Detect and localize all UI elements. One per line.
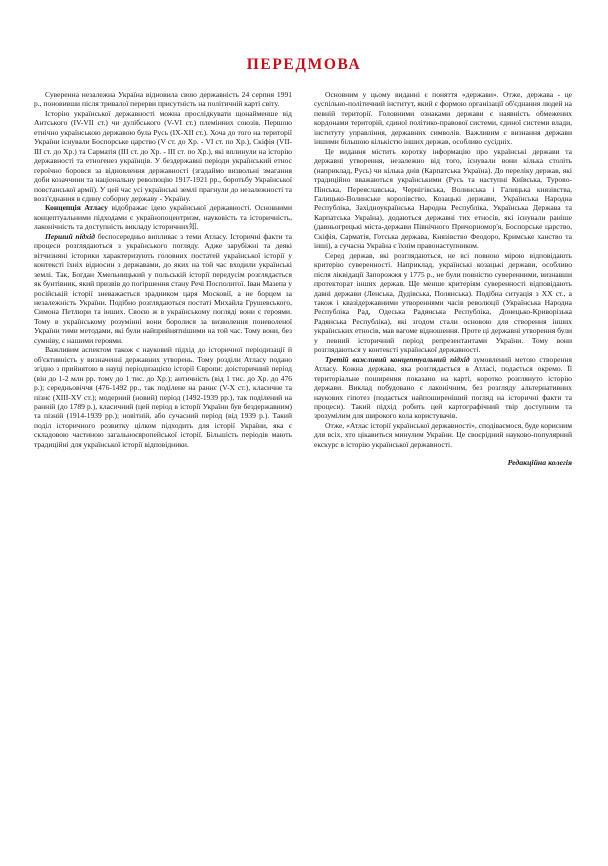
page-title: ПЕРЕДМОВА: [246, 56, 362, 73]
paragraph: [314, 251, 572, 355]
paragraph-text: Основним у цьому виданні є поняття «держави». Отже, держава - це суспільно-політичний інститут, який є формою організації об'єднання людей на певній території. Головними ознаками держави є наявність обмежених кордонами територій, єдиної політико-правової системи, єдиної системи влади, інституту управління, державних символів. Важливим є визнання держави іншими більшою кількістю інших держав, особливо сусідніх.: [314, 90, 572, 147]
signature: Редакційна колегія: [507, 458, 572, 468]
paragraph: [34, 232, 292, 345]
paragraph: [314, 355, 572, 421]
paragraph-lead: Третій важливий концептуальний підхід: [325, 354, 470, 364]
paragraph-text: Це видання містить коротку інформацію про українські держави та державні утворення, незалежно від того, існували вони кілька століть (наприклад, Русь) чи кілька днів (Карпатська Україна). До переліку держав, які традиційно вважаються українськими (Русь та наступні Київська, Турово-Пінська, Переяславська, Чернігівська, Волинська і Галицька князівства, Галицько-Волинське королівство, Козацькі держави, Українська Народна Республіка, Західноукраїнська Народна Республіка, Українська Держава та Карпатська Україна), додаються державні тих етносів, які існували раніше (давньогрецькі міста-держави Північного Причорномор'я, Боспорське царство, Скіфія, Сарматія, Готська держава, Князівство Феодоро, Кримське ханство та інші), а сучасна Україна є їхнім правонаступником.: [314, 146, 572, 251]
paragraph-lead: Перший підхід: [45, 231, 96, 241]
paragraph-lead: Концепція Атласу: [45, 203, 108, 213]
paragraph: [34, 203, 292, 231]
paragraph: [34, 345, 292, 449]
paragraph: [314, 147, 572, 251]
paragraph-text: Серед держав, які розглядаються, не всі повною мірою відповідають критерію суверенності. Наприклад, українські козацькі держави, особливо після ліквідації Запорожжя у 1775 р., не були повністю суверенними, визнавши протекторат інших держав. Ще менше критеріям суверенності відповідають давні держави (Ленська, Дудівська, Полянська). Подібна ситуація з ХХ ст., а також і квазідержавними утвореннями часів революції (Українська Народна Республіка Рад, Одеська Радянська Республіка, Донецько-Криворізька Радянська Республіка), які згодом стали основою для створення інших українських етносів, мав вагоме відношення. Проте ці державні утворення були у певний історичний період репрезентантами України. Тому вони розглядаються у контексті української державності.: [314, 250, 572, 355]
paragraph-text: беспосередньо випливає з теми Атласу. Історичні факти та процеси розглядаються з українського погляду. Адже зарубіжні та деякі вітчизняні історики характеризують головних постатей української історії у контексті їхніх відносин з державами, до яких на той час входили українські землі. Так, Богдан Хмельницький у польській історії передусім розглядається як бунтівник, який призвів до погіршення стану Речі Посполитої. Іван Мазепа у російській історії зневажається зрадником царя Московії, а не борцем за незалежність України. Подібно розглядаються постаті Михайла Грушевського, Симона Петлюри та інших. Своєю ж в українському погляді вони є героями. Тому в українському розумінні вони боролися за визволення поневоленої України тими методами, які були найприйнятнішими на той час. Тому вони, без сумніву, є нашими героями.: [34, 231, 292, 345]
left-column: [34, 90, 292, 449]
paragraph-text: Історію української державності можна прослідкувати щонайменше від Антського (IV-VII ст.) чи дулібського (V-VI ст.) племінних союзів. Першою етнічно українською державою була Русь (IX-XII ст.). Хоча до того на території України існували Боспорське царство (V ст. до Хр. - VI ст. по Хр.), Скіфія (VII-III ст. до Хр.) та Сарматія (III ст. до Хр. - III ст. по Хр.), які вплинули на історію державності та етногенез українців. У бездержавні періоди український етнос героїчно боровся за відновлення державності (згадаймо визвольні змагання доби козаччини та національну революцію 1917-1921 рр., боротьбу Української повстанської армії). У цей час усі українські землі прагнули до незалежності та возз'єднання в єдину соборну державу - Україну.: [34, 108, 292, 203]
paragraph-text: Важливим аспектом також є науковий підхід до історичної періодизації й об'єктивність у визначенні державних утворень. Тому розділи Атласу подано згідно з прийнятою в науці періодизацією історії Європи: доісторичний період (він до 1-2 млн рр. тому до 1 тис. до Хр.); античність (від 1 тис. до Хр. до 476 р.); середньовіччя (476-1492 рр., так поділене на раннє (V-X ст.), класичне та пізнє (XIII-XV ст.); модерний (новий) період (1492-1939 рр.), так поділений на ранній (до 1789 р.), класичний (цей період в історії України був бездержавним) та пізній (1914-1939 рр.); новітній, або сучасний період (від 1939 р.). Такий поділ історичного розвитку цілком підходить для історії України, яка є складовою частиною загальноєвропейської історії. Більшість періодів мають традиційні для української історії відповідники.: [34, 345, 292, 449]
right-column: [314, 90, 572, 468]
paragraph-text: Отже, «Атлас історії української державності», сподіваємося, буде корисним для всіх, хто цікавиться минулим України. Це своєрідний науково-популярний екскурс в історію української державності.: [314, 420, 572, 449]
paragraph-text: зумовлений метою створення Атласу. Кожна держава, яка розглядається в Атласі, подається окремо. Її територіальне поширення показано на карті, коротко розглянуто історію держави. Виклад побудовано є лаконічним, без розгляду альтернативних наукових гіпотез (подається найпоширеніший погляд на історичні факти та процеси). Такий підхід робить цей картографічний твір доступним та зрозумілим для широкого кола користувачів.: [314, 354, 572, 421]
two-column-body: [34, 90, 574, 468]
paragraph: [34, 109, 292, 204]
paragraph-text: відображає ідею української державності. Основними концептуальними підходами є українопоцентризм, науковість та історичність, лаконічність та доступність викладу історичних知.: [34, 203, 292, 232]
paragraph: [314, 90, 572, 147]
paragraph: [34, 90, 292, 109]
paragraph-text: Суверенна незалежна Україна відновила свою державність 24 серпня 1991 р., поновивши після тривалої перерви присутність на політичній карті світу.: [34, 90, 292, 109]
paragraph: [314, 421, 572, 449]
